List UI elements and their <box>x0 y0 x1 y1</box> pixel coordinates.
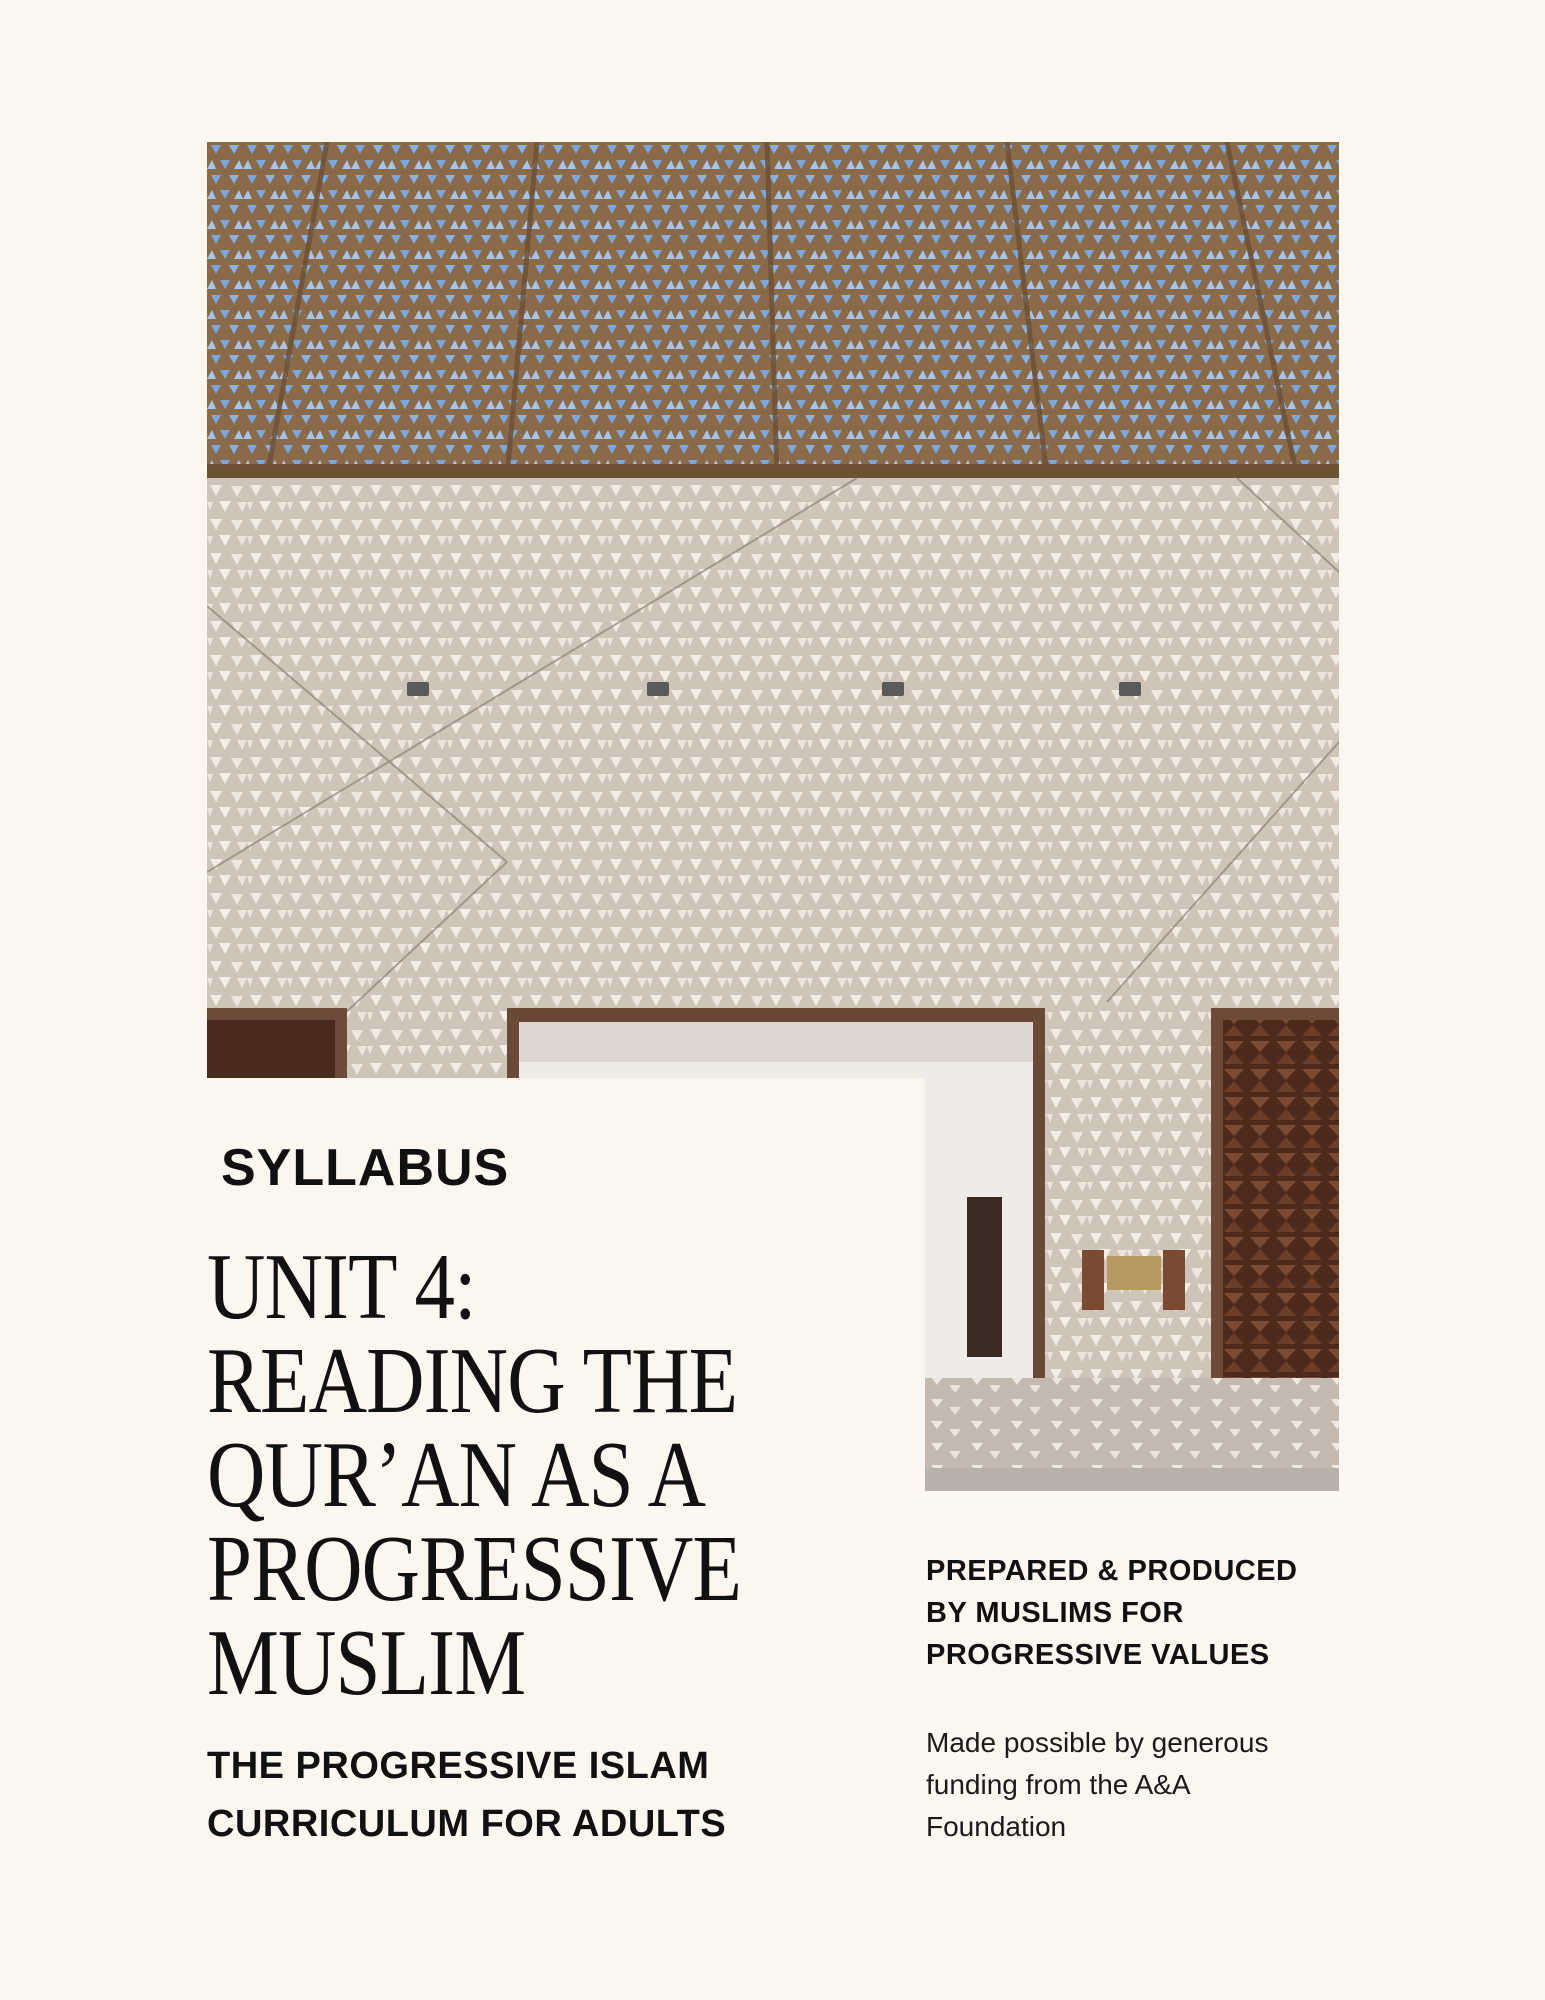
funding-line: funding from the A&A <box>926 1769 1191 1800</box>
curriculum-subtitle <box>207 1737 847 1853</box>
subtitle-line: CURRICULUM FOR ADULTS <box>207 1803 727 1845</box>
unit-title-line: QUR’AN AS A <box>207 1423 706 1527</box>
unit-title-line: PROGRESSIVE <box>207 1517 742 1621</box>
subtitle-line: THE PROGRESSIVE ISLAM <box>207 1745 710 1787</box>
unit-title-line: UNIT 4: <box>207 1235 476 1339</box>
producer-line: BY MUSLIMS FOR <box>926 1597 1184 1629</box>
producer-credit <box>926 1550 1346 1676</box>
funding-line: Made possible by generous <box>926 1727 1269 1758</box>
unit-title-line: READING THE <box>207 1329 738 1433</box>
unit-title <box>207 1235 809 1715</box>
producer-line: PREPARED & PRODUCED <box>926 1555 1298 1587</box>
funding-line: Foundation <box>926 1811 1067 1842</box>
document-type-label: SYLLABUS <box>221 1139 510 1197</box>
unit-title-line: MUSLIM <box>207 1611 526 1715</box>
producer-line: PROGRESSIVE VALUES <box>926 1639 1270 1671</box>
funding-credit <box>926 1722 1346 1848</box>
